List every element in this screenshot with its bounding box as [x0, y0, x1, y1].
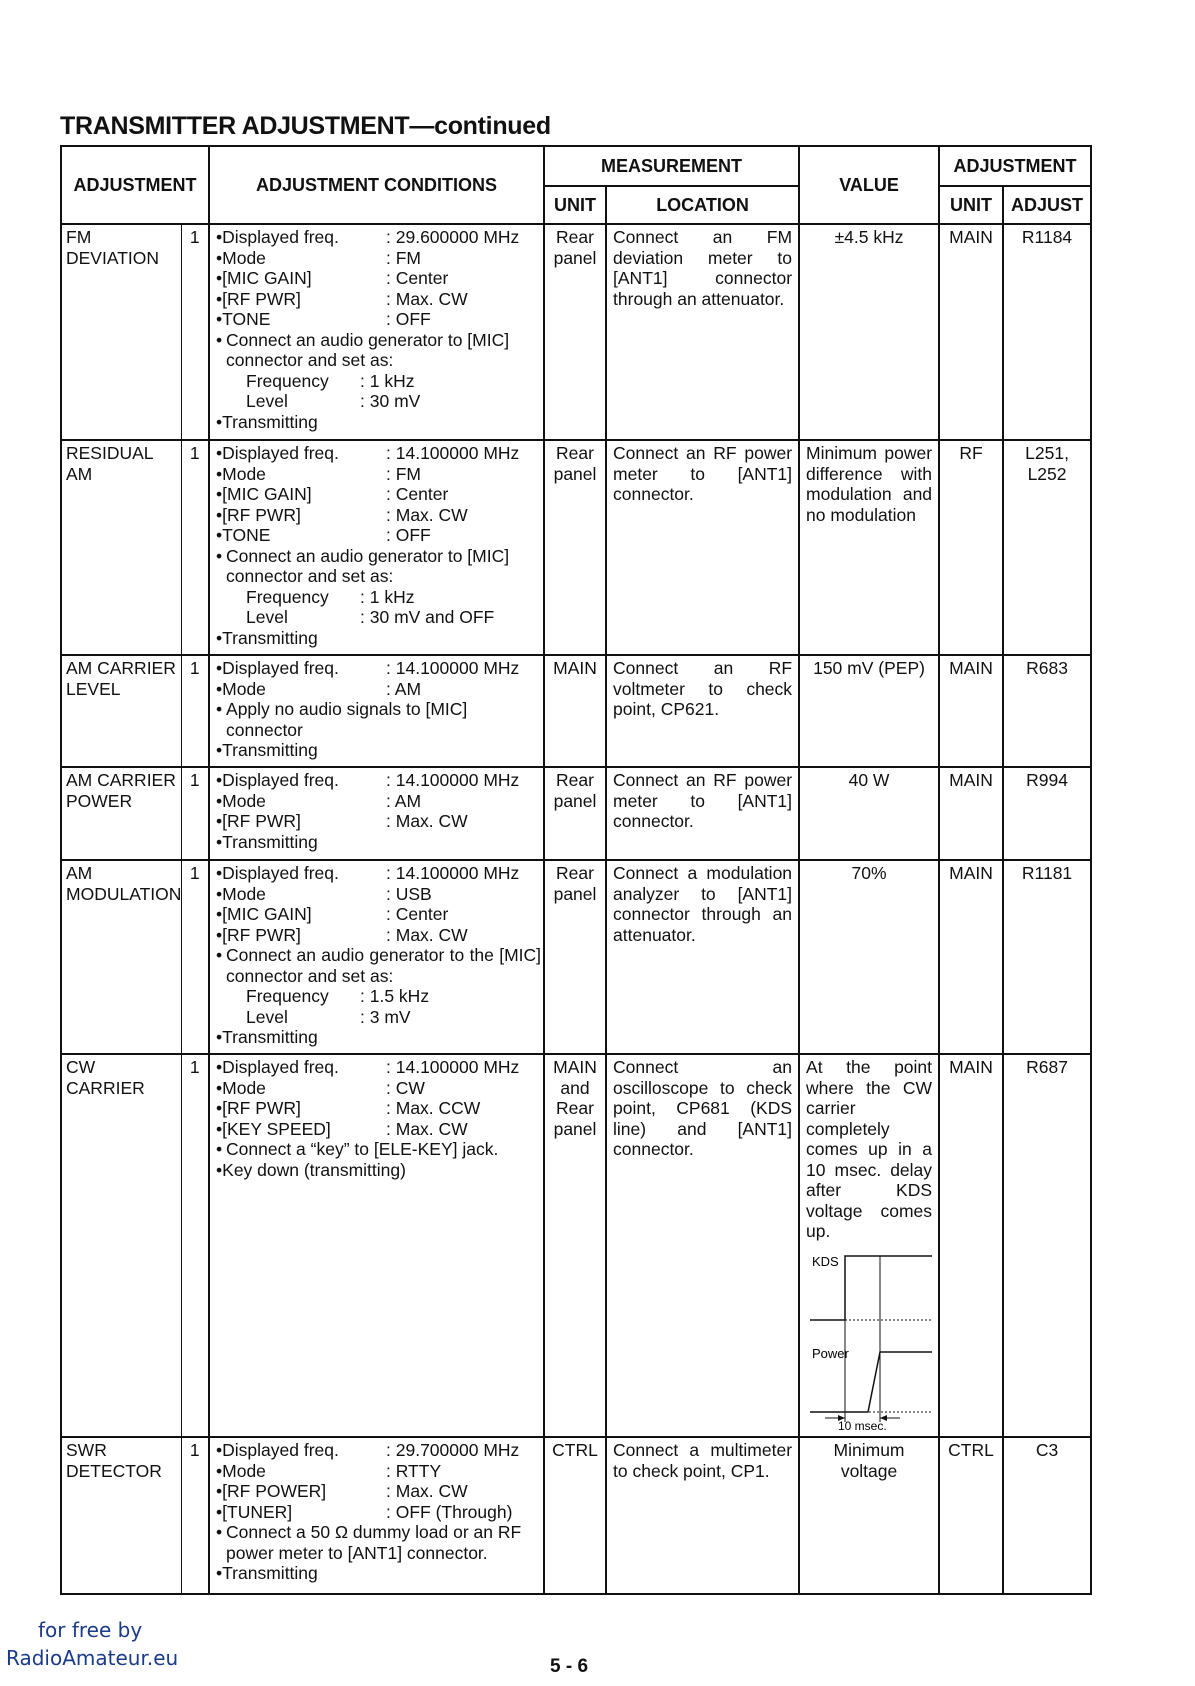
measurement-unit: Rear panel	[544, 860, 606, 1054]
header-adjustment-group: ADJUSTMENT	[939, 146, 1091, 186]
measurement-location: Connect an RF power meter to [ANT1] connector.	[606, 767, 799, 860]
measurement-location: Connect an oscilloscope to check point, CP681 (KDS line) and [ANT1] connector.	[606, 1054, 799, 1437]
adjust-unit: MAIN	[939, 655, 1003, 767]
adjust-part: C3	[1003, 1437, 1091, 1594]
value-cell: 40 W	[799, 767, 939, 860]
value-cell: 150 mV (PEP)	[799, 655, 939, 767]
conditions-cell: •Displayed freq. : 14.100000 MHz •Mode : CW •[RF PWR] : Max. CCW •[KEY SPEED] : Max. CW • Connect a “key” to [ELE-KEY] jack. •Key down (transmitting)	[209, 1054, 544, 1437]
value-cell: Minimum voltage	[799, 1437, 939, 1594]
adjust-unit: MAIN	[939, 767, 1003, 860]
conditions-cell: •Displayed freq. : 29.700000 MHz •Mode : RTTY •[RF POWER] : Max. CW •[TUNER] : OFF (Through) • Connect a 50 Ω dummy load or an RF power meter to [ANT1] connector. •Transmitting	[209, 1437, 544, 1594]
adjust-unit: RF	[939, 440, 1003, 655]
adjustment-name: AM MODULATION	[61, 860, 181, 1054]
page-number: 5 - 6	[550, 1656, 589, 1677]
header-value: VALUE	[799, 146, 939, 224]
measurement-unit: MAIN and Rear panel	[544, 1054, 606, 1437]
footer-watermark-link[interactable]: RadioAmateur.eu	[6, 1646, 179, 1670]
step-number: 1	[181, 1437, 209, 1594]
step-number: 1	[181, 224, 209, 440]
header-adjustment: ADJUSTMENT	[61, 146, 209, 224]
table-row	[61, 224, 1091, 440]
step-number: 1	[181, 440, 209, 655]
adjustment-name: AM CARRIER POWER	[61, 767, 181, 860]
value-cell: 70%	[799, 860, 939, 1054]
footer-watermark-line1: for free by	[38, 1618, 143, 1642]
adjust-part: R687	[1003, 1054, 1091, 1437]
conditions-cell: •Displayed freq. : 14.100000 MHz •Mode : AM •[RF PWR] : Max. CW •Transmitting	[209, 767, 544, 860]
header-measurement: MEASUREMENT	[544, 146, 799, 186]
value-cell: ±4.5 kHz	[799, 224, 939, 440]
table-row	[61, 860, 1091, 1054]
adjust-unit: MAIN	[939, 224, 1003, 440]
adjust-part: R1181	[1003, 860, 1091, 1054]
table-row	[61, 440, 1091, 655]
adjust-part: R683	[1003, 655, 1091, 767]
adjust-part: R994	[1003, 767, 1091, 860]
kds-label: KDS	[812, 1253, 839, 1269]
table-row	[61, 1437, 1091, 1594]
header-adjust: ADJUST	[1003, 186, 1091, 224]
adjustment-name: SWR DETECTOR	[61, 1437, 181, 1594]
adjust-unit: MAIN	[939, 860, 1003, 1054]
value-cell: At the point where the CW carrier completely comes up in a 10 msec. delay after KDS voltage comes up. KDS Power 10 msec.	[799, 1054, 939, 1437]
header-unit: UNIT	[544, 186, 606, 224]
adjustment-table	[60, 145, 1092, 1595]
power-waveform	[810, 1352, 932, 1412]
header-adj-unit: UNIT	[939, 186, 1003, 224]
conditions-cell: •Displayed freq. : 14.100000 MHz •Mode : USB •[MIC GAIN] : Center •[RF PWR] : Max. CW • Connect an audio generator to the [MIC] connector and set as: Frequency : 1.5 kHz Level : 3 mV •Transmitting	[209, 860, 544, 1054]
table-row	[61, 1054, 1091, 1437]
conditions-cell: •Displayed freq. : 14.100000 MHz •Mode : FM •[MIC GAIN] : Center •[RF PWR] : Max. CW •TONE : OFF • Connect an audio generator to [MIC] connector and set as: Frequency : 1 kHz Level : 30 mV and OFF •Transmitting	[209, 440, 544, 655]
step-number: 1	[181, 655, 209, 767]
step-number: 1	[181, 767, 209, 860]
measurement-unit: CTRL	[544, 1437, 606, 1594]
adjust-part: L251, L252	[1003, 440, 1091, 655]
table-row	[61, 767, 1091, 860]
adjustment-name: AM CARRIER LEVEL	[61, 655, 181, 767]
conditions-cell: •Displayed freq. : 29.600000 MHz •Mode : FM •[MIC GAIN] : Center •[RF PWR] : Max. CW •TONE : OFF • Connect an audio generator to [MIC] connector and set as: Frequency : 1 kHz Level : 30 mV •Transmitting	[209, 224, 544, 440]
measurement-location: Connect an RF voltmeter to check point, CP621.	[606, 655, 799, 767]
conditions-cell: •Displayed freq. : 14.100000 MHz •Mode : AM • Apply no audio signals to [MIC] connector •Transmitting	[209, 655, 544, 767]
delay-label: 10 msec.	[838, 1418, 887, 1430]
measurement-location: Connect an FM deviation meter to [ANT1] connector through an attenuator.	[606, 224, 799, 440]
measurement-location: Connect a modulation analyzer to [ANT1] connector through an attenuator.	[606, 860, 799, 1054]
measurement-unit: Rear panel	[544, 440, 606, 655]
table-row	[61, 655, 1091, 767]
value-cell: Minimum power difference with modulation and no modulation	[799, 440, 939, 655]
adjustment-name: FM DEVIATION	[61, 224, 181, 440]
power-label: Power	[812, 1345, 849, 1361]
header-conditions: ADJUSTMENT CONDITIONS	[209, 146, 544, 224]
adjustment-name: RESIDUAL AM	[61, 440, 181, 655]
adjust-part: R1184	[1003, 224, 1091, 440]
timing-waveform-diagram	[810, 1250, 932, 1430]
measurement-unit: MAIN	[544, 655, 606, 767]
measurement-location: Connect an RF power meter to [ANT1] connector.	[606, 440, 799, 655]
adjust-unit: CTRL	[939, 1437, 1003, 1594]
measurement-unit: Rear panel	[544, 224, 606, 440]
step-number: 1	[181, 1054, 209, 1437]
header-location: LOCATION	[606, 186, 799, 224]
step-number: 1	[181, 860, 209, 1054]
page-title: TRANSMITTER ADJUSTMENT—continued	[60, 112, 551, 140]
measurement-location: Connect a multimeter to check point, CP1.	[606, 1437, 799, 1594]
measurement-unit: Rear panel	[544, 767, 606, 860]
adjustment-name: CW CARRIER	[61, 1054, 181, 1437]
adjust-unit: MAIN	[939, 1054, 1003, 1437]
